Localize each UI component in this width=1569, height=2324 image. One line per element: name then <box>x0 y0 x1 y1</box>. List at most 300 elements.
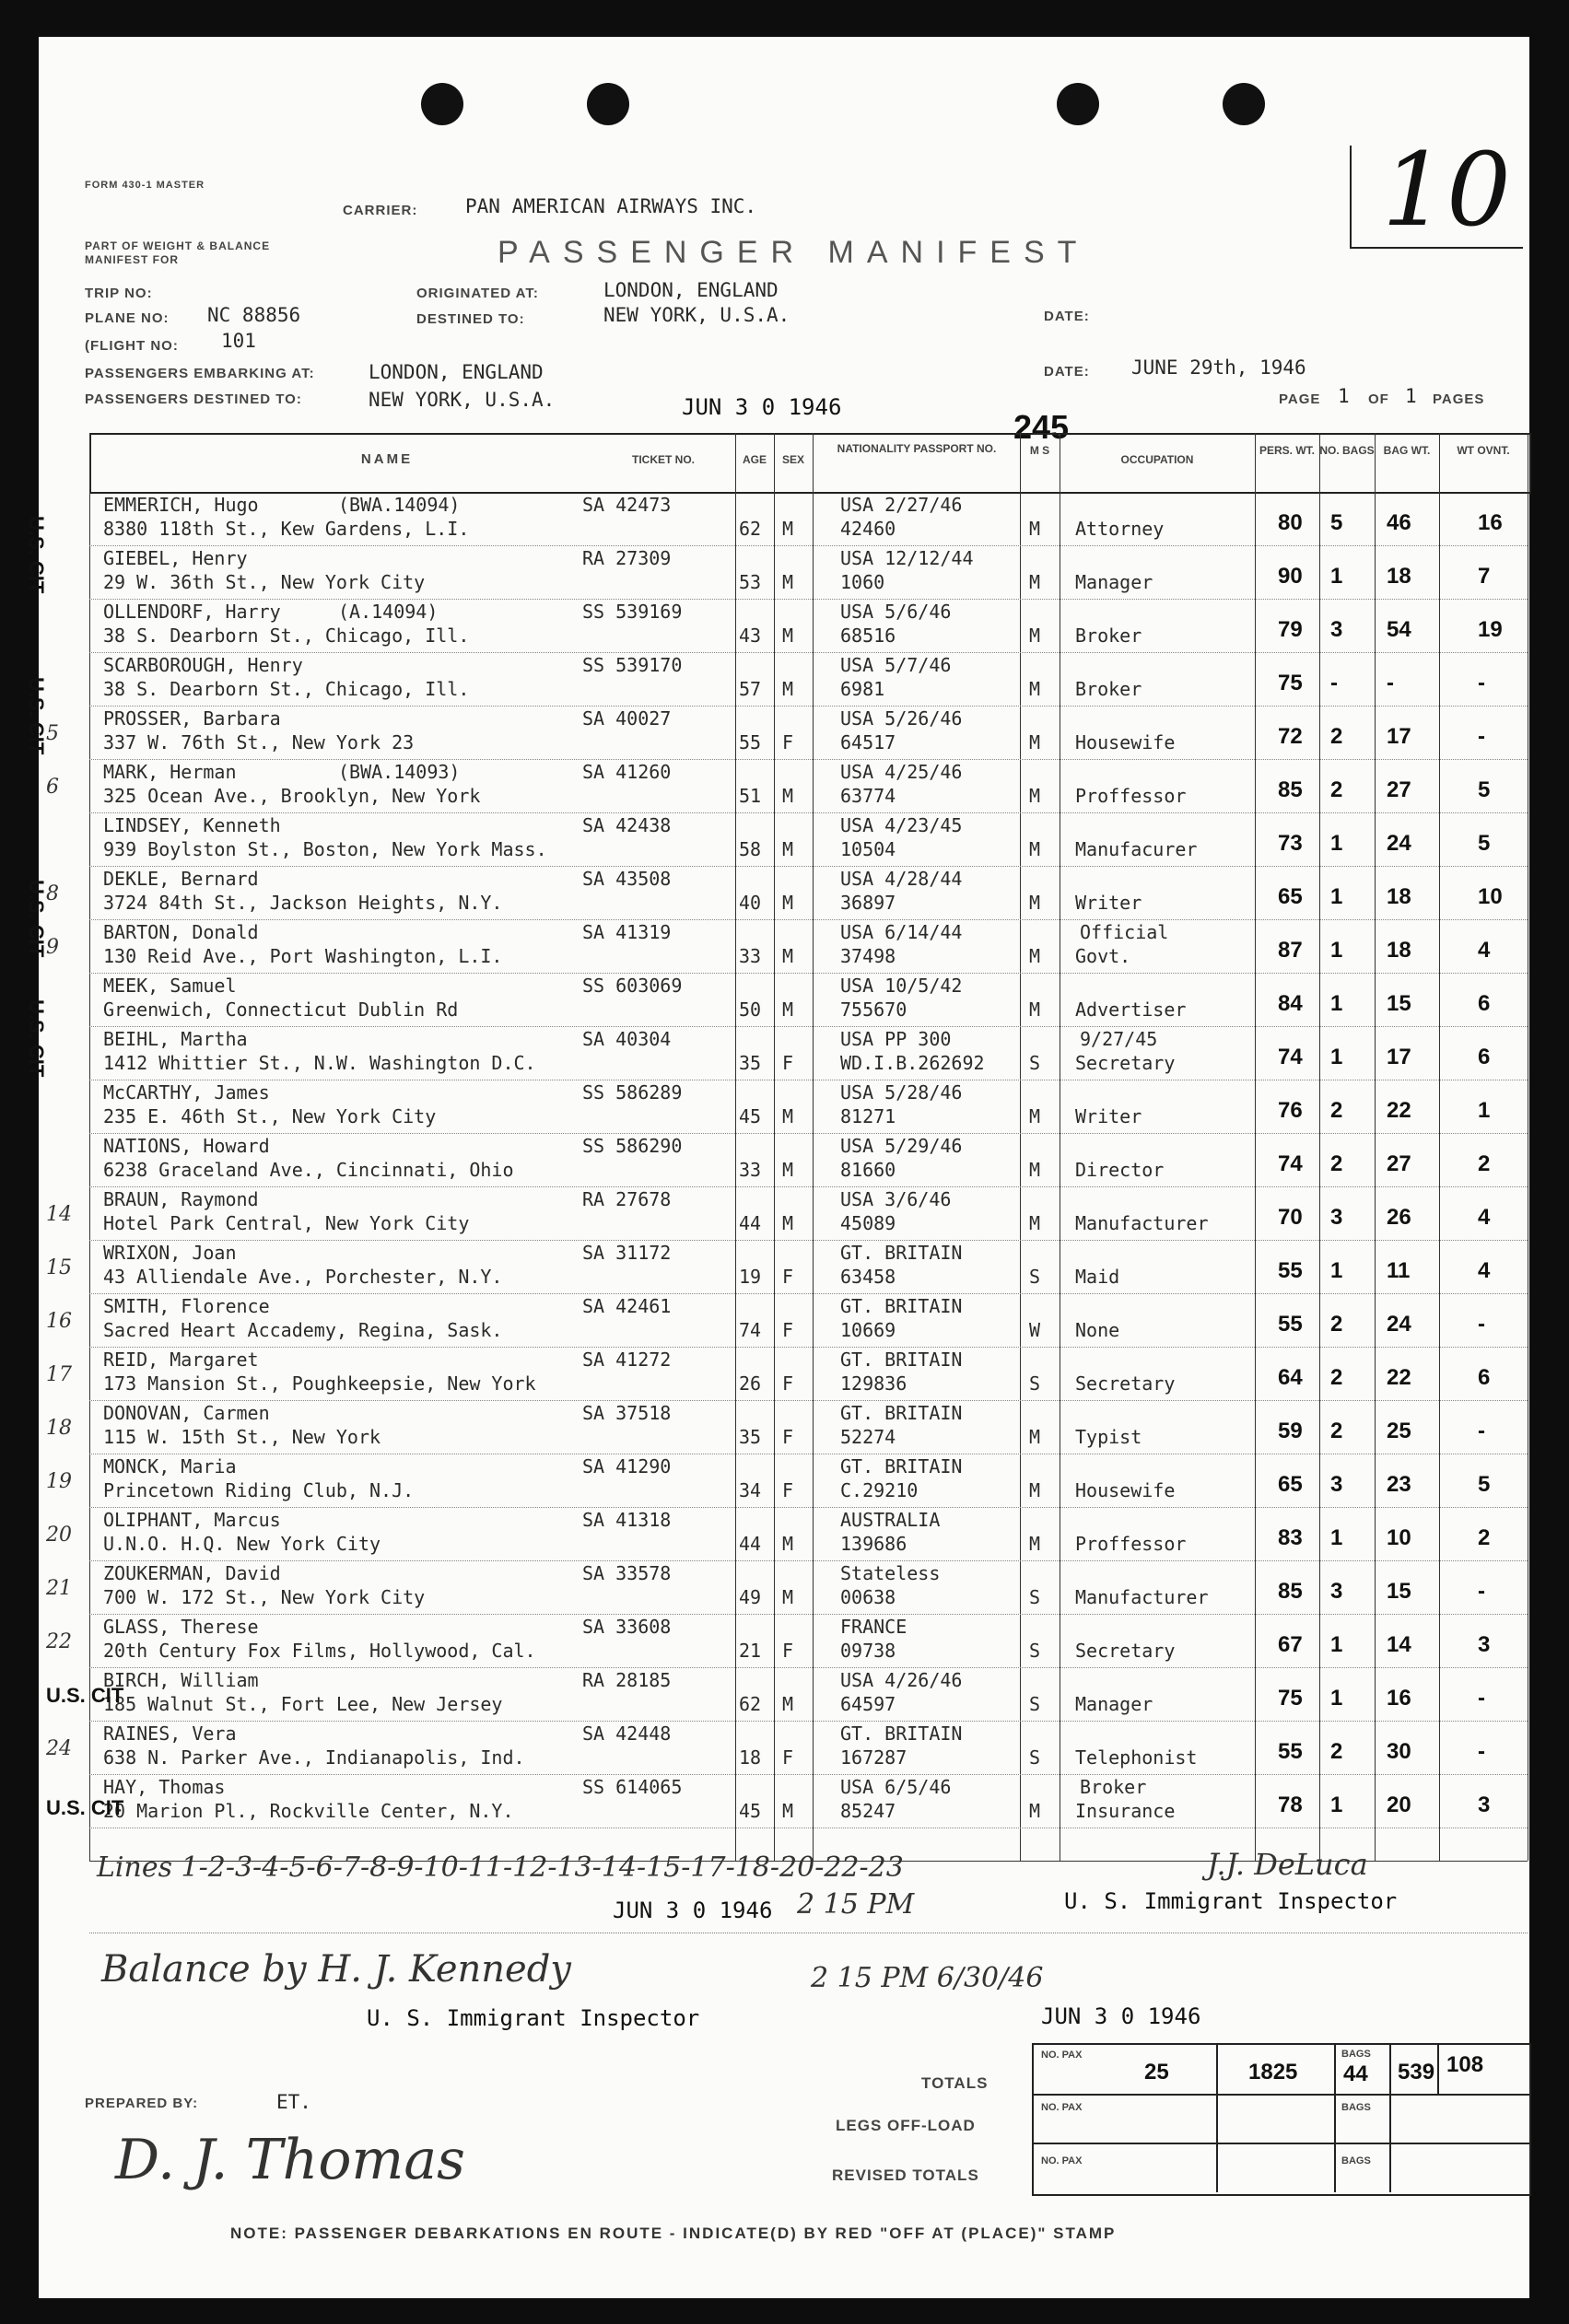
nationality: USA 5/6/46 <box>840 601 952 623</box>
passenger-address: 6238 Graceland Ave., Cincinnati, Ohio <box>103 1159 514 1181</box>
ticket-no: SA 41290 <box>582 1455 672 1477</box>
wt-ovnt: - <box>1478 1312 1485 1337</box>
col-pers-wt: PERS. WT. <box>1259 444 1315 457</box>
wt-ovnt: 4 <box>1478 1258 1491 1283</box>
occupation-extra: Broker <box>1080 1776 1147 1798</box>
no-bags: 2 <box>1330 1365 1343 1390</box>
sex: F <box>782 1319 794 1341</box>
no-bags: 1 <box>1330 991 1343 1016</box>
pers-wt: 90 <box>1278 564 1303 589</box>
age: 44 <box>739 1533 762 1555</box>
pers-wt: 76 <box>1278 1098 1303 1123</box>
passport-no: 64517 <box>840 731 896 753</box>
lines-note: Lines 1-2-3-4-5-6-7-8-9-10-11-12-13-14-15-17-18-20-22-23 <box>97 1851 904 1884</box>
time-note: 2 15 PM <box>797 1888 915 1921</box>
passenger-address: 3724 84th St., Jackson Heights, N.Y. <box>103 892 503 914</box>
flight-no-label: (FLIGHT NO: <box>85 338 179 354</box>
col-wt-ovnt: WT OVNT. <box>1457 444 1510 457</box>
row-number: 18 <box>46 1417 72 1440</box>
handwritten-page-number: 10 <box>1382 131 1511 249</box>
sex: M <box>782 1693 794 1715</box>
passenger-name: BEIHL, Martha <box>103 1028 248 1050</box>
passenger-address: 115 W. 15th St., New York <box>103 1426 381 1448</box>
originated-label: ORIGINATED AT: <box>416 286 539 301</box>
no-bags: - <box>1330 671 1338 695</box>
balance-note: Balance by H. J. Kennedy <box>101 1948 571 1991</box>
ticket-no: SS 603069 <box>582 975 683 997</box>
passenger-address: 20 Marion Pl., Rockville Center, N.Y. <box>103 1800 514 1822</box>
ticket-no: SA 43508 <box>582 868 672 890</box>
ticket-no: SA 41318 <box>582 1509 672 1531</box>
ticket-no: SS 586290 <box>582 1135 683 1157</box>
table-row <box>89 1347 1528 1401</box>
marital-status: W <box>1029 1319 1041 1341</box>
no-bags: 3 <box>1330 1579 1343 1604</box>
age: 55 <box>739 731 762 753</box>
bag-wt: 54 <box>1387 617 1411 642</box>
prepared-by-value: ET. <box>276 2091 311 2113</box>
table-row <box>89 812 1528 867</box>
passport-no: C.29210 <box>840 1479 919 1501</box>
inspector-signature: J.J. DeLuca <box>1207 1847 1368 1882</box>
passport-no: 00638 <box>840 1586 896 1608</box>
no-pax-label: NO. PAX <box>1041 2050 1083 2061</box>
passenger-name: HAY, Thomas <box>103 1776 226 1798</box>
ticket-no: SA 40027 <box>582 707 672 730</box>
pers-wt: 87 <box>1278 938 1303 963</box>
ticket-no: SA 40304 <box>582 1028 672 1050</box>
passenger-name: SMITH, Florence <box>103 1295 270 1317</box>
occupation: Writer <box>1075 892 1142 914</box>
footer-note: NOTE: PASSENGER DEBARKATIONS EN ROUTE - INDICATE(D) BY RED "OFF AT (PLACE)" STAMP <box>230 2225 1117 2242</box>
sex: M <box>782 571 794 593</box>
ticket-no: SA 42461 <box>582 1295 672 1317</box>
occupation: Advertiser <box>1075 999 1187 1021</box>
table-row <box>89 599 1528 653</box>
sex: M <box>782 838 794 860</box>
wt-ovnt: 2 <box>1478 1151 1491 1176</box>
passenger-name: WRIXON, Joan <box>103 1242 237 1264</box>
no-pax-label: NO. PAX <box>1041 2102 1083 2113</box>
marital-status: M <box>1029 731 1041 753</box>
received-stamp: JUN 3 0 1946 <box>682 394 842 420</box>
passenger-address: 8380 118th St., Kew Gardens, L.I. <box>103 518 470 540</box>
table-row <box>89 866 1528 920</box>
wt-ovnt: 5 <box>1478 777 1491 802</box>
citizen-stamp: U.S. CIT <box>25 516 48 594</box>
age: 62 <box>739 518 762 540</box>
occupation: Manager <box>1075 1693 1153 1715</box>
bag-wt: 16 <box>1387 1686 1411 1711</box>
sex: M <box>782 518 794 540</box>
passport-no: 64597 <box>840 1693 896 1715</box>
bag-wt: 22 <box>1387 1098 1411 1123</box>
passenger-name: MEEK, Samuel <box>103 975 237 997</box>
no-bags: 2 <box>1330 1151 1343 1176</box>
divider <box>1216 2043 1218 2192</box>
passenger-name: SCARBOROUGH, Henry <box>103 654 303 676</box>
embarking-value: LONDON, ENGLAND <box>369 361 544 383</box>
passport-no: 52274 <box>840 1426 896 1448</box>
sex: M <box>782 999 794 1021</box>
age: 40 <box>739 892 762 914</box>
sex: M <box>782 1212 794 1234</box>
total-ovnt: 108 <box>1446 2052 1484 2077</box>
nationality: USA 5/28/46 <box>840 1081 963 1104</box>
wt-ovnt: 4 <box>1478 1205 1491 1230</box>
pers-wt: 78 <box>1278 1793 1303 1817</box>
passenger-name: OLIPHANT, Marcus <box>103 1509 281 1531</box>
revised-totals-label: REVISED TOTALS <box>832 2166 979 2184</box>
passenger-address: U.N.O. H.Q. New York City <box>103 1533 381 1555</box>
pers-wt: 72 <box>1278 724 1303 749</box>
table-row <box>89 1560 1528 1615</box>
col-sex: SEX <box>781 453 804 466</box>
bag-wt: 15 <box>1387 991 1411 1016</box>
totals-label: TOTALS <box>921 2074 989 2092</box>
sex: M <box>782 1800 794 1822</box>
marital-status: M <box>1029 1533 1041 1555</box>
passenger-name: DEKLE, Bernard <box>103 868 259 890</box>
sex: F <box>782 1746 794 1769</box>
wt-ovnt: 3 <box>1478 1632 1491 1657</box>
passport-no: 09738 <box>840 1640 896 1662</box>
time-note-2: 2 15 PM 6/30/46 <box>811 1962 1044 1994</box>
pers-wt: 75 <box>1278 1686 1303 1711</box>
table-row <box>89 545 1528 600</box>
wt-ovnt: 10 <box>1478 884 1503 909</box>
occupation-extra: 9/27/45 <box>1080 1028 1158 1050</box>
pers-wt: 70 <box>1278 1205 1303 1230</box>
col-name: NAME <box>360 451 414 467</box>
ticket-no: RA 28185 <box>582 1669 672 1691</box>
row-number: 6 <box>46 776 59 799</box>
passenger-address: 185 Walnut St., Fort Lee, New Jersey <box>103 1693 503 1715</box>
occupation: Manufacturer <box>1075 1212 1209 1234</box>
ticket-no: SA 42448 <box>582 1723 672 1745</box>
marital-status: S <box>1029 1640 1041 1662</box>
row-number: 5 <box>46 722 59 745</box>
sex: M <box>782 1159 794 1181</box>
passenger-name: REID, Margaret <box>103 1349 259 1371</box>
of-label: OF <box>1368 391 1389 407</box>
destined-to-value: NEW YORK, U.S.A. <box>603 304 790 326</box>
total-pers-wt: 1825 <box>1248 2060 1298 2085</box>
occupation: Secretary <box>1075 1640 1176 1662</box>
marital-status: M <box>1029 785 1041 807</box>
wt-ovnt: - <box>1478 1686 1485 1711</box>
sex: F <box>782 1372 794 1395</box>
nationality: GT. BRITAIN <box>840 1723 963 1745</box>
sex: M <box>782 785 794 807</box>
age: 62 <box>739 1693 762 1715</box>
nationality: USA PP 300 <box>840 1028 952 1050</box>
table-row <box>89 973 1528 1027</box>
nationality: USA 5/26/46 <box>840 707 963 730</box>
age: 45 <box>739 1105 762 1127</box>
inspector-label-2: U. S. Immigrant Inspector <box>367 2005 700 2031</box>
passenger-address: Hotel Park Central, New York City <box>103 1212 470 1234</box>
divider <box>1437 2043 1439 2094</box>
passenger-address: 325 Ocean Ave., Brooklyn, New York <box>103 785 481 807</box>
of-value: 1 <box>1405 385 1417 407</box>
passenger-address: 173 Mansion St., Poughkeepsie, New York <box>103 1372 536 1395</box>
marital-status: S <box>1029 1052 1041 1074</box>
wt-ovnt: 1 <box>1478 1098 1491 1123</box>
pers-wt: 85 <box>1278 1579 1303 1604</box>
form-id: FORM 430-1 MASTER <box>85 180 205 191</box>
passport-no: 63774 <box>840 785 896 807</box>
passenger-address: 38 S. Dearborn St., Chicago, Ill. <box>103 678 470 700</box>
passenger-address: 38 S. Dearborn St., Chicago, Ill. <box>103 625 470 647</box>
wt-ovnt: 7 <box>1478 564 1491 589</box>
citizen-stamp: U.S. CIT <box>25 999 48 1078</box>
table-row <box>89 1133 1528 1187</box>
wt-ovnt: - <box>1478 724 1485 749</box>
col-no-bags: NO. BAGS <box>1319 444 1375 457</box>
col-ms: M S <box>1029 444 1050 457</box>
passport-no: 81660 <box>840 1159 896 1181</box>
bags-label: BAGS <box>1341 2049 1371 2060</box>
age: 51 <box>739 785 762 807</box>
sex: F <box>782 1640 794 1662</box>
marital-status: M <box>1029 1159 1041 1181</box>
no-bags: 1 <box>1330 1525 1343 1550</box>
age: 34 <box>739 1479 762 1501</box>
age: 44 <box>739 1212 762 1234</box>
nationality: GT. BRITAIN <box>840 1402 963 1424</box>
wt-ovnt: 6 <box>1478 1365 1491 1390</box>
passenger-name: GLASS, Therese <box>103 1616 259 1638</box>
no-bags: 1 <box>1330 831 1343 856</box>
punch-hole <box>1223 83 1265 125</box>
no-bags: 3 <box>1330 1472 1343 1497</box>
age: 49 <box>739 1586 762 1608</box>
occupation: Secretary <box>1075 1052 1176 1074</box>
sex: F <box>782 1479 794 1501</box>
occupation-extra: Official <box>1080 921 1169 943</box>
row-number: 9 <box>46 936 59 959</box>
nationality: USA 4/26/46 <box>840 1669 963 1691</box>
passenger-name: LINDSEY, Kenneth <box>103 814 281 836</box>
wt-ovnt: - <box>1478 1419 1485 1443</box>
nationality: USA 4/25/46 <box>840 761 963 783</box>
sex: M <box>782 1533 794 1555</box>
age: 74 <box>739 1319 762 1341</box>
marital-status: M <box>1029 625 1041 647</box>
bag-wt: 25 <box>1387 1419 1411 1443</box>
nationality: USA 2/27/46 <box>840 494 963 516</box>
ticket-no: SA 41319 <box>582 921 672 943</box>
bags-label: BAGS <box>1341 2102 1371 2113</box>
table-row <box>89 1293 1528 1348</box>
date-label: DATE: <box>1044 309 1090 324</box>
age: 45 <box>739 1800 762 1822</box>
age: 21 <box>739 1640 762 1662</box>
nationality: GT. BRITAIN <box>840 1349 963 1371</box>
bag-wt: 27 <box>1387 1151 1411 1176</box>
offload-label: LEGS OFF-LOAD <box>836 2117 976 2134</box>
age: 43 <box>739 625 762 647</box>
passport-no: WD.I.B.262692 <box>840 1052 985 1074</box>
bag-wt: 18 <box>1387 884 1411 909</box>
date-stamp: JUN 3 0 1946 <box>613 1898 773 1923</box>
total-pax: 25 <box>1144 2060 1169 2085</box>
ticket-no: SS 539169 <box>582 601 683 623</box>
ticket-no: SA 31172 <box>582 1242 672 1264</box>
bag-wt: 18 <box>1387 938 1411 963</box>
passport-no: 10669 <box>840 1319 896 1341</box>
passport-no: 37498 <box>840 945 896 967</box>
no-bags: 1 <box>1330 1686 1343 1711</box>
wt-ovnt: 3 <box>1478 1793 1491 1817</box>
wt-ovnt: 2 <box>1478 1525 1491 1550</box>
ticket-no: SA 42473 <box>582 494 672 516</box>
occupation: Typist <box>1075 1426 1142 1448</box>
age: 35 <box>739 1052 762 1074</box>
wt-ovnt: 5 <box>1478 1472 1491 1497</box>
bags-label: BAGS <box>1341 2155 1371 2166</box>
occupation: Director <box>1075 1159 1165 1181</box>
no-bags: 3 <box>1330 1205 1343 1230</box>
wt-ovnt: 4 <box>1478 938 1491 963</box>
passenger-address: 700 W. 172 St., New York City <box>103 1586 426 1608</box>
part-of-label: PART OF WEIGHT & BALANCE MANIFEST FOR <box>85 239 271 266</box>
bag-wt: 11 <box>1387 1258 1411 1283</box>
row-number: 19 <box>46 1470 72 1493</box>
trip-no-label: TRIP NO: <box>85 286 153 301</box>
occupation: Manufacturer <box>1075 1586 1209 1608</box>
embarking-label: PASSENGERS EMBARKING AT: <box>85 366 315 381</box>
pers-wt: 65 <box>1278 884 1303 909</box>
no-bags: 2 <box>1330 1419 1343 1443</box>
ticket-no: SS 586289 <box>582 1081 683 1104</box>
table-row <box>89 652 1528 707</box>
pers-wt: 74 <box>1278 1151 1303 1176</box>
destined-label: PASSENGERS DESTINED TO: <box>85 391 302 407</box>
passport-no: 68516 <box>840 625 896 647</box>
inspector-label: U. S. Immigrant Inspector <box>1064 1888 1398 1914</box>
passenger-name: BRAUN, Raymond <box>103 1188 259 1210</box>
total-bag-wt: 539 <box>1398 2060 1435 2085</box>
marital-status: M <box>1029 1479 1041 1501</box>
wt-ovnt: 6 <box>1478 1045 1491 1069</box>
bag-wt: 22 <box>1387 1365 1411 1390</box>
passenger-address: Greenwich, Connecticut Dublin Rd <box>103 999 459 1021</box>
ticket-no: SA 33608 <box>582 1616 672 1638</box>
occupation: Govt. <box>1075 945 1131 967</box>
passenger-name: NATIONS, Howard <box>103 1135 270 1157</box>
sex: F <box>782 1426 794 1448</box>
booking-note: (A.14094) <box>338 601 439 623</box>
prepared-by-label: PREPARED BY: <box>85 2096 199 2111</box>
passport-no: 10504 <box>840 838 896 860</box>
nationality: GT. BRITAIN <box>840 1242 963 1264</box>
pers-wt: 84 <box>1278 991 1303 1016</box>
bag-wt: 15 <box>1387 1579 1411 1604</box>
col-bag-wt: BAG WT. <box>1383 444 1431 457</box>
age: 26 <box>739 1372 762 1395</box>
bag-wt: 24 <box>1387 831 1411 856</box>
pers-wt: 55 <box>1278 1739 1303 1764</box>
occupation: Proffessor <box>1075 1533 1187 1555</box>
occupation: Broker <box>1075 625 1142 647</box>
table-row <box>89 919 1528 974</box>
age: 33 <box>739 945 762 967</box>
sex: M <box>782 1586 794 1608</box>
pages-label: PAGES <box>1433 391 1485 407</box>
table-row <box>89 1400 1528 1454</box>
occupation: Manager <box>1075 571 1153 593</box>
no-pax-label: NO. PAX <box>1041 2155 1083 2166</box>
row-number: 14 <box>46 1203 72 1226</box>
sex: F <box>782 1052 794 1074</box>
passport-no: 85247 <box>840 1800 896 1822</box>
row-number: 20 <box>46 1524 72 1547</box>
signature: D. J. Thomas <box>115 2128 465 2192</box>
row-number: 21 <box>46 1577 72 1600</box>
no-bags: 1 <box>1330 1258 1343 1283</box>
nationality: USA 4/23/45 <box>840 814 963 836</box>
bag-wt: 20 <box>1387 1793 1411 1817</box>
marital-status: M <box>1029 1105 1041 1127</box>
occupation: Secretary <box>1075 1372 1176 1395</box>
passenger-name: MARK, Herman <box>103 761 237 783</box>
passenger-name: RAINES, Vera <box>103 1723 237 1745</box>
passenger-address: 130 Reid Ave., Port Washington, L.I. <box>103 945 503 967</box>
bag-wt: 23 <box>1387 1472 1411 1497</box>
bag-wt: 10 <box>1387 1525 1411 1550</box>
wt-ovnt: 19 <box>1478 617 1503 642</box>
no-bags: 3 <box>1330 617 1343 642</box>
occupation: Housewife <box>1075 1479 1176 1501</box>
wt-ovnt: 6 <box>1478 991 1491 1016</box>
nationality: USA 5/7/46 <box>840 654 952 676</box>
booking-note: (BWA.14094) <box>338 494 461 516</box>
booking-note: (BWA.14093) <box>338 761 461 783</box>
pers-wt: 79 <box>1278 617 1303 642</box>
sex: M <box>782 678 794 700</box>
punch-hole <box>587 83 629 125</box>
marital-status: M <box>1029 678 1041 700</box>
passport-no: 6981 <box>840 678 885 700</box>
marital-status: S <box>1029 1372 1041 1395</box>
ticket-no: SS 614065 <box>582 1776 683 1798</box>
marital-status: M <box>1029 999 1041 1021</box>
col-age: AGE <box>742 453 767 466</box>
sex: M <box>782 625 794 647</box>
bag-wt: - <box>1387 671 1394 695</box>
citizen-stamp: U.S. CIT <box>46 1684 124 1707</box>
flight-no: 101 <box>221 330 256 352</box>
row-number: 16 <box>46 1310 72 1333</box>
ticket-no: RA 27678 <box>582 1188 672 1210</box>
table-row <box>89 1507 1528 1561</box>
row-number: 15 <box>46 1256 72 1279</box>
citizen-stamp: U.S. CIT <box>46 1796 124 1819</box>
marital-status: M <box>1029 945 1041 967</box>
nationality: GT. BRITAIN <box>840 1455 963 1477</box>
sex: F <box>782 1266 794 1288</box>
pers-wt: 83 <box>1278 1525 1303 1550</box>
passenger-name: GIEBEL, Henry <box>103 547 248 569</box>
pers-wt: 75 <box>1278 671 1303 695</box>
sex: M <box>782 1105 794 1127</box>
passport-no: 755670 <box>840 999 907 1021</box>
table-row <box>89 1240 1528 1294</box>
carrier-value: PAN AMERICAN AIRWAYS INC. <box>465 195 757 217</box>
passenger-name: ZOUKERMAN, David <box>103 1562 281 1584</box>
